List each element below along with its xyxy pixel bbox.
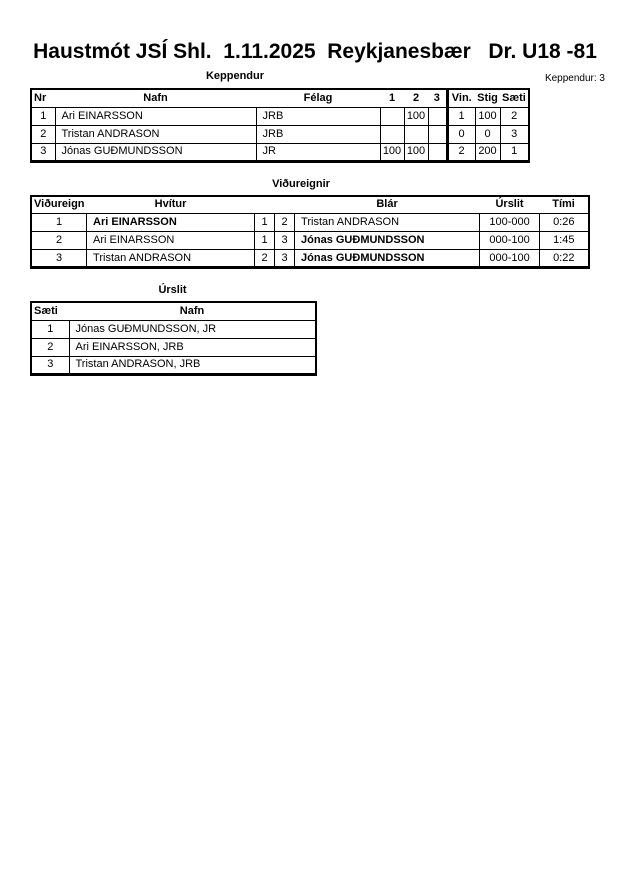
cell-place: 1 bbox=[31, 320, 69, 338]
col-header-place: Sæti bbox=[500, 89, 529, 107]
participants-count-note: Keppendur: 3 bbox=[544, 73, 605, 84]
final-standings-table bbox=[30, 301, 317, 376]
cell-round-2: 100 bbox=[404, 107, 428, 125]
vidureignir-section-heading: Viðureignir bbox=[272, 177, 330, 190]
cell-time: 1:45 bbox=[540, 232, 589, 250]
cell-name: Ari EINARSSON bbox=[55, 107, 256, 125]
cell-round-3 bbox=[428, 125, 447, 143]
match-row bbox=[31, 250, 589, 268]
competitor-row bbox=[31, 143, 529, 161]
cell-blue-nr: 2 bbox=[275, 214, 295, 232]
col-header-round-3: 3 bbox=[428, 89, 447, 107]
cell-round-1: 100 bbox=[380, 143, 404, 161]
cell-blue-name: Tristan ANDRASON bbox=[295, 214, 480, 232]
keppendur-section-heading: Keppendur bbox=[205, 70, 265, 82]
cell-blue-nr: 3 bbox=[275, 250, 295, 268]
cell-nr: 1 bbox=[31, 107, 55, 125]
cell-points: 200 bbox=[475, 143, 500, 161]
col-header-match-nr: Viðureign bbox=[31, 196, 87, 214]
standings-row bbox=[31, 338, 316, 356]
urslit-section-heading: Úrslit bbox=[158, 284, 187, 296]
col-header-club: Félag bbox=[256, 89, 380, 107]
page-title: Haustmót JSÍ Shl. 1.11.2025 Reykjanesbær Dr. U18 -81 bbox=[33, 40, 597, 63]
cell-name: Jónas GUÐMUNDSSON, JR bbox=[69, 320, 316, 338]
cell-match-nr: 2 bbox=[31, 232, 87, 250]
cell-result: 000-100 bbox=[480, 250, 540, 268]
cell-blue-nr: 3 bbox=[275, 232, 295, 250]
cell-round-3 bbox=[428, 143, 447, 161]
cell-place: 2 bbox=[500, 107, 529, 125]
cell-name: Tristan ANDRASON, JRB bbox=[69, 356, 316, 374]
col-header-round-2: 2 bbox=[404, 89, 428, 107]
cell-club: JRB bbox=[256, 107, 380, 125]
col-header-name: Nafn bbox=[69, 302, 316, 320]
cell-result: 000-100 bbox=[480, 232, 540, 250]
cell-match-nr: 3 bbox=[31, 250, 87, 268]
matches-table bbox=[30, 195, 590, 270]
cell-wins: 1 bbox=[447, 107, 475, 125]
col-header-wins: Vin. bbox=[447, 89, 475, 107]
cell-match-nr: 1 bbox=[31, 214, 87, 232]
cell-time: 0:22 bbox=[540, 250, 589, 268]
col-header-place: Sæti bbox=[31, 302, 69, 320]
col-header-blue-nr-spacer bbox=[275, 196, 295, 214]
cell-place: 3 bbox=[500, 125, 529, 143]
cell-name: Jónas GUÐMUNDSSON bbox=[55, 143, 256, 161]
match-row bbox=[31, 232, 589, 250]
cell-points: 100 bbox=[475, 107, 500, 125]
cell-nr: 3 bbox=[31, 143, 55, 161]
col-header-white: Hvítur bbox=[87, 196, 255, 214]
col-header-nr: Nr bbox=[31, 89, 55, 107]
cell-points: 0 bbox=[475, 125, 500, 143]
cell-round-1 bbox=[380, 125, 404, 143]
cell-blue-name: Jónas GUÐMUNDSSON bbox=[295, 250, 480, 268]
cell-blue-name: Jónas GUÐMUNDSSON bbox=[295, 232, 480, 250]
cell-club: JRB bbox=[256, 125, 380, 143]
competitors-header-row bbox=[31, 89, 529, 107]
cell-round-1 bbox=[380, 107, 404, 125]
standings-header-row bbox=[31, 302, 316, 320]
cell-white-nr: 2 bbox=[255, 250, 275, 268]
col-header-blue: Blár bbox=[295, 196, 480, 214]
cell-white-nr: 1 bbox=[255, 214, 275, 232]
cell-time: 0:26 bbox=[540, 214, 589, 232]
cell-place: 2 bbox=[31, 338, 69, 356]
cell-place: 1 bbox=[500, 143, 529, 161]
cell-place: 3 bbox=[31, 356, 69, 374]
cell-round-2: 100 bbox=[404, 143, 428, 161]
cell-white-name: Tristan ANDRASON bbox=[87, 250, 255, 268]
standings-row bbox=[31, 320, 316, 338]
match-row bbox=[31, 214, 589, 232]
standings-row bbox=[31, 356, 316, 374]
col-header-white-nr-spacer bbox=[255, 196, 275, 214]
cell-result: 100-000 bbox=[480, 214, 540, 232]
cell-name: Tristan ANDRASON bbox=[55, 125, 256, 143]
cell-wins: 0 bbox=[447, 125, 475, 143]
cell-round-3 bbox=[428, 107, 447, 125]
cell-round-2 bbox=[404, 125, 428, 143]
matches-header-row bbox=[31, 196, 589, 214]
col-header-result: Úrslit bbox=[480, 196, 540, 214]
cell-white-name: Ari EINARSSON bbox=[87, 232, 255, 250]
col-header-round-1: 1 bbox=[380, 89, 404, 107]
cell-white-name: Ari EINARSSON bbox=[87, 214, 255, 232]
competitors-table bbox=[30, 88, 530, 163]
competitor-row bbox=[31, 125, 529, 143]
cell-wins: 2 bbox=[447, 143, 475, 161]
cell-club: JR bbox=[256, 143, 380, 161]
competitor-row bbox=[31, 107, 529, 125]
col-header-name: Nafn bbox=[55, 89, 256, 107]
cell-nr: 2 bbox=[31, 125, 55, 143]
cell-name: Ari EINARSSON, JRB bbox=[69, 338, 316, 356]
cell-white-nr: 1 bbox=[255, 232, 275, 250]
col-header-time: Tími bbox=[540, 196, 589, 214]
col-header-points: Stig bbox=[475, 89, 500, 107]
